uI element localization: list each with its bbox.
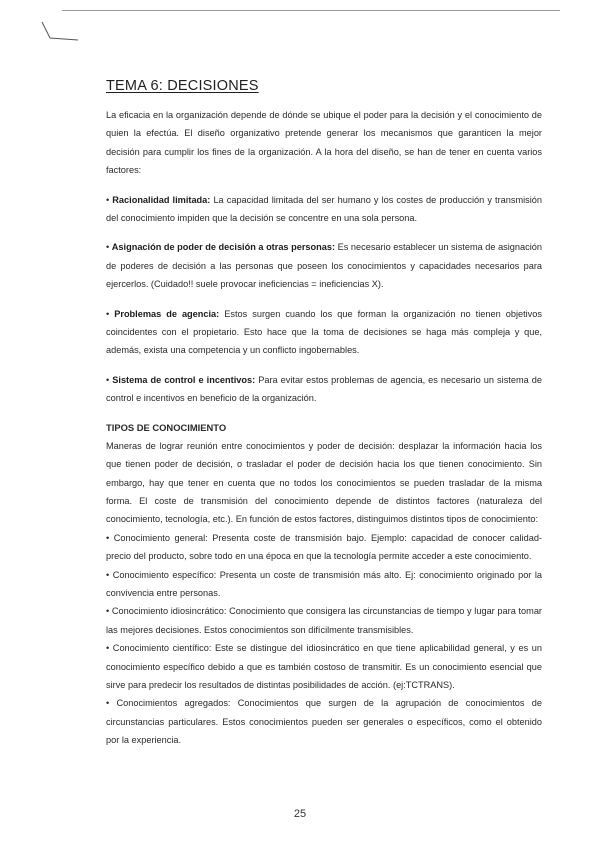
- knowledge-type-item: • Conocimiento científico: Este se distingue del idiosincrático en que tiene aplicabilidad general, y es un conocimiento específico debido a que es también costoso de transmitir. Es un conocimiento esencial que sirve para predecir los resultados de distintas posibilidades de acción. (ej:TCTRANS).: [106, 643, 542, 690]
- factor-text: Para evitar estos problemas de agencia, es necesario un sistema de control e incentivos en beneficio de la organización.: [106, 374, 542, 404]
- factor-item: • Problemas de agencia: Estos surgen cuando los que forman la organización no tienen objetivos coincidentes con el propietario. Esto hace que la toma de decisiones se haga más compleja y que, además, exista una competencia y un conflicto ingobernables.: [106, 308, 542, 356]
- section-intro-paragraph: Maneras de lograr reunión entre conocimientos y poder de decisión: desplazar la información hacia los que tienen poder de decisión, o trasladar el poder de decisión hacia los que tienen conocimiento. Sin embargo, hay que tener en cuenta que no todos los conocimientos se pueden trasladar de la misma forma. El coste de transmisión del conocimiento depende de distintos factores (naturaleza del conocimiento, tecnología, etc.). En función de estos factores, distinguimos distintos tipos de conocimiento:: [106, 440, 542, 525]
- page-title: TEMA 6: DECISIONES: [106, 78, 259, 94]
- factor-item: • Asignación de poder de decisión a otras personas: Es necesario establecer un sistema de asignación de poderes de decisión a las personas que poseen los conocimientos y capacidades necesarios para ejercerlos. (Cuidado!! suele provocar ineficiencias = ineficiencias X).: [106, 242, 542, 290]
- factor-label: Sistema de control e incentivos:: [112, 374, 256, 385]
- factor-text: Es necesario establecer un sistema de asignación de poderes de decisión a las personas que poseen los conocimientos y capacidades necesarios para ejercerlos. (Cuidado!! suele provocar ineficiencias = ineficiencias X).: [106, 242, 542, 290]
- factor-text: Estos surgen cuando los que forman la organización no tienen objetivos coincidentes con el propietario. Esto hace que la toma de decisiones se haga más compleja y que, además, exista una competencia y un conflicto ingobernables.: [106, 308, 542, 356]
- factor-label: Racionalidad limitada:: [112, 194, 211, 205]
- factor-label: Problemas de agencia:: [114, 308, 220, 319]
- knowledge-type-item: • Conocimiento idiosincrático: Conocimiento que consigera las circunstancias de tiempo y lugar para tomar las mejores decisiones. Estos conocimientos son difícilmente transmisibles.: [106, 606, 542, 635]
- page-number: 25: [293, 808, 307, 820]
- intro-paragraph: La eficacia en la organización depende de dónde se ubique el poder para la decisión y el conocimiento de quien la efectúa. El diseño organizativo pretende generar los mecanismos que garanticen la mejor decisión para cumplir los fines de la organización. A la hora del diseño, se han de tener en cuenta varios factores:: [106, 110, 542, 176]
- knowledge-type-item: • Conocimientos agregados: Conocimientos que surgen de la agrupación de conocimientos de circunstancias particulares. Estos conocimientos pueden ser generales o específicos, como el obtenido por la experiencia.: [106, 698, 542, 746]
- pen-mark-decoration: [40, 20, 80, 50]
- top-rule: [62, 10, 560, 11]
- factor-item: • Racionalidad limitada: La capacidad limitada del ser humano y los costes de producción y transmisión del conocimiento impiden que la decisión se concentre en una sola persona.: [106, 194, 542, 224]
- factor-item: • Sistema de control e incentivos: Para evitar estos problemas de agencia, es necesario un sistema de control e incentivos en beneficio de la organización.: [106, 374, 542, 404]
- section-heading: TIPOS DE CONOCIMIENTO: [106, 421, 227, 433]
- factor-text: La capacidad limitada del ser humano y los costes de producción y transmisión del conocimiento impiden que la decisión se concentre en una sola persona.: [106, 194, 542, 224]
- knowledge-type-item: • Conocimiento específico: Presenta un coste de transmisión más alto. Ej: conocimiento originado por la convivencia entre personas.: [106, 569, 542, 598]
- document-page: [106, 78, 542, 750]
- factor-label: Asignación de poder de decisión a otras personas:: [111, 242, 336, 253]
- knowledge-type-item: • Conocimiento general: Presenta coste de transmisión bajo. Ejemplo: capacidad de conocer calidad-precio del producto, sobre todo en una época en que la tecnología permite acceder a este conocimiento.: [106, 532, 542, 562]
